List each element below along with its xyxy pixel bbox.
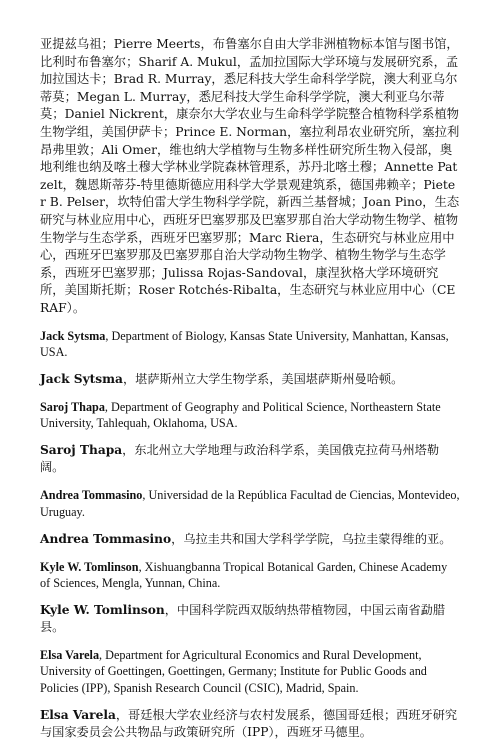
name-separator: ， [122, 443, 135, 458]
contributor-entry-en [40, 559, 460, 591]
affiliation-text: 乌拉圭共和国大学科学学院，乌拉圭蒙得维的亚。 [183, 531, 452, 546]
affiliation-text: Department of Biology, Kansas State University, Manhattan, Kansas, USA. [40, 328, 449, 359]
contributor-name: Jack Sytsma [40, 371, 123, 386]
name-separator: ， [171, 531, 184, 546]
name-separator: , [105, 328, 112, 343]
contributor-entry-en [40, 487, 460, 519]
name-separator: , [99, 648, 106, 663]
name-separator: , [138, 559, 145, 574]
contributor-name: Saroj Thapa [40, 399, 105, 414]
name-separator: ， [122, 371, 136, 386]
affiliation-text: Universidad de la República Facultad de Ciencias, Montevideo, Uruguay. [40, 488, 460, 519]
affiliation-text: 东北州立大学地理与政治科学系，美国俄克拉荷马州塔勒阔。 [40, 443, 440, 475]
name-separator: ， [115, 707, 129, 722]
affiliation-text: 堪萨斯州立大学生物学系，美国堪萨斯州曼哈顿。 [135, 371, 404, 386]
contributor-entry-zh [40, 707, 460, 741]
contributor-name: Elsa Varela [40, 707, 116, 722]
contributor-name: Jack Sytsma [40, 328, 106, 343]
contributor-entry-en [40, 328, 460, 360]
contributor-entry-en [40, 647, 460, 696]
contributor-name: Andrea Tommasino [40, 488, 143, 503]
name-separator: , [104, 399, 112, 414]
contributor-entry-zh [40, 442, 460, 476]
contributor-entry-zh [40, 602, 460, 636]
contributor-name: Andrea Tommasino [40, 531, 172, 546]
contributor-name: Saroj Thapa [40, 443, 123, 458]
affiliation-text: Department of Geography and Political Science, Northeastern State University, Tahlequah, Oklahoma, USA. [40, 399, 441, 431]
contributor-entry-zh [40, 371, 460, 388]
contributor-paragraph-chinese: 亚提兹乌祖；Pierre Meerts，布鲁塞尔自由大学非洲植物标本馆与图书馆，比利时布鲁塞尔；Sharif A. Mukul，孟加拉国际大学环境与发展研究系，孟加拉国达卡；Brad R. Murray，悉尼科技大学生命科学学院，澳大利亚乌尔蒂莫；Megan L. Murray，悉尼科技大学生命科学学院，澳大利亚乌尔蒂莫；Daniel Nickrent，康奈尔大学农业与生命科学学院整合植物科学系植物生物学组，美国伊萨卡；Prince E. Norman，塞拉利昂农业研究所，塞拉利昂弗里敦；Ali Omer，维也纳大学植物与生物多样性研究所生物入侵部，奥地利维也纳及喀土穆大学林业学院森林管理系，苏丹北喀土穆；Annette Patzelt，魏恩斯蒂芬-特里德斯德应用科学大学景观建筑系，德国弗赖辛；Pieter B. Pelser，坎特伯雷大学生物科学学院，新西兰基督城；Joan Pino，生态研究与林业应用中心，西班牙巴塞罗那及巴塞罗那自治大学动物生物学、植物生物学与生态学系，西班牙巴塞罗那；Marc Riera，生态研究与林业应用中心，西班牙巴塞罗那及巴塞罗那自治大学动物生物学、植物生物学与生态学系，西班牙巴塞罗那；Julissa Rojas-Sandoval，康涅狄格大学环境研究所，美国斯托斯；Roser Rotchés-Ribalta，生态研究与林业应用中心（CERAF）。 [40, 37, 460, 315]
affiliation-text: 哥廷根大学农业经济与农村发展系，德国哥廷根；西班牙研究与国家委员会公共物品与政策研究所（IPP），西班牙马德里。 [40, 707, 458, 739]
contributor-name: Kyle W. Tomlinson [40, 603, 165, 618]
contributor-name: Kyle W. Tomlinson [40, 559, 139, 574]
contributor-name: Elsa Varela [40, 648, 100, 663]
affiliation-text: Xishuangbanna Tropical Botanical Garden, Chinese Academy of Sciences, Mengla, Yunnan, China. [40, 559, 448, 590]
contributor-entries [40, 328, 460, 741]
affiliation-text: 中国科学院西双版纳热带植物园，中国云南省勐腊县。 [40, 603, 446, 635]
name-separator: , [142, 488, 149, 503]
affiliation-text: Department for Agricultural Economics and Rural Development, University of Goettingen, Goettingen, Germany; Institute for Public Goods and Policies (IPP), Spanish Research Council (CSIC), Madrid, Spain. [40, 648, 427, 695]
contributor-entry-en [40, 399, 460, 431]
contributor-entry-zh [40, 531, 460, 548]
name-separator: ， [164, 603, 177, 618]
